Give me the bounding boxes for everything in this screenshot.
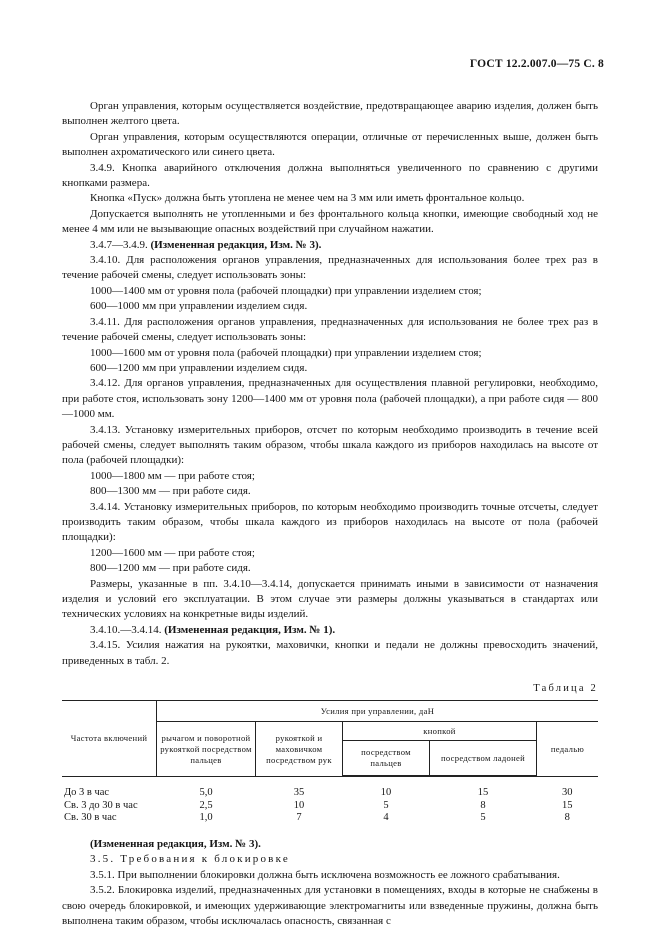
cell: 5,0 [199, 787, 213, 799]
table-caption: Таблица 2 [533, 683, 598, 695]
paragraph: 3.5.2. Блокировка изделий, предназначенных для установки в помещениях, входы в которые не снабжены в свою очередь блокировкой, и имеющих удерживающие электромагниты или взведенные пружины, должна быть выполнена таким образом, чтобы исключалась опасность, связанная с [62, 884, 598, 927]
paragraph: 3.4.12. Для органов управления, предназначенных для осуществления плавной регулировки, необходимо, при работе стоя, использовать зону 1200—1400 мм от уровня пола (рабочей площадки), а при работе сидя — 800—1000 мм. [62, 377, 598, 421]
section-heading: 3.5. Требования к блокировке [90, 853, 290, 866]
cell: 8 [564, 812, 570, 824]
document-body [62, 99, 598, 929]
header-fingers: посредством пальцев [343, 741, 430, 776]
paragraph: 800—1300 мм — при работе сидя. [90, 485, 251, 498]
cell: 5 [480, 812, 486, 824]
paragraph: 1000—1600 мм от уровня пола (рабочей площадки) при управлении изделием стоя; [90, 346, 482, 359]
header-effort: Усилия при управлении, даН [157, 701, 599, 722]
header-frequency: Частота включений [62, 701, 157, 776]
paragraph: 1000—1400 мм от уровня пола (рабочей площадки) при управлении изделием стоя; [90, 284, 482, 297]
paragraph: 800—1200 мм — при работе сидя. [90, 562, 251, 575]
paragraph: 600—1200 мм при управлении изделием сидя. [90, 361, 308, 374]
cell: 7 [296, 812, 302, 824]
cell: 8 [480, 799, 486, 811]
cell: 10 [293, 799, 305, 811]
paragraph: Кнопка «Пуск» должна быть утоплена не менее чем на 3 мм или иметь фронтальное кольцо. [90, 192, 525, 205]
paragraph: 1200—1600 мм — при работе стоя; [90, 546, 255, 559]
cell: 15 [477, 787, 489, 799]
paragraph: Орган управления, которым осуществляется воздействие, предотвращающее аварию изделия, должен быть выполнен желтого цвета. [62, 100, 598, 128]
cell: 15 [562, 799, 573, 811]
paragraph: 3.4.11. Для расположения органов управления, предназначенных для использования не более трех раз в течение рабочей смены, следует использовать зоны: [62, 315, 598, 344]
paragraph: 3.4.14. Установку измерительных приборов, по которым необходимо производить точные отсчеты, следует производить таким образом, чтобы шкала каждого из приборов находилась на высоте от пола (рабочей площадки): [62, 500, 598, 544]
paragraph: 3.4.15. Усилия нажатия на рукоятки, маховички, кнопки и педали не должны превосходить значений, приведенных в табл. 2. [62, 639, 598, 667]
amendment-note: 3.4.10.—3.4.14. (Измененная редакция, Изм. № 1). [90, 623, 336, 636]
cell: 10 [380, 787, 392, 799]
table-row [62, 812, 598, 825]
cell: 35 [293, 787, 305, 799]
cell: 30 [562, 787, 573, 799]
paragraph: Допускается выполнять не утопленными и без фронтального кольца кнопки, имеющие свободный ход не менее 4 мм или не вызывающие опасных воздействий при случайном нажатии. [62, 207, 598, 236]
table-row [62, 800, 598, 813]
row-label: Св. 3 до 30 в час [64, 799, 138, 811]
paragraph: 3.5.1. При выполнении блокировки должна быть исключена возможность ее ложного срабатывания. [90, 868, 560, 881]
paragraph: 3.4.10. Для расположения органов управления, предназначенных для использования более трех раз в течение рабочей смены, следует использовать зоны: [62, 254, 598, 282]
cell: 5 [383, 799, 389, 811]
header-pedal: педалью [537, 722, 599, 776]
paragraph: 3.4.9. Кнопка аварийного отключения должна выполняться увеличенного по сравнению с другими кнопками размера. [62, 161, 598, 190]
paragraph: 3.4.13. Установку измерительных приборов, отсчет по которым необходимо производить в течение всей рабочей смены, следует выполнять таким образом, чтобы шкала каждого из приборов находилась на высоте от пола (рабочей площадки): [62, 423, 598, 467]
effort-table [62, 700, 598, 825]
cell: 2,5 [199, 799, 213, 811]
amendment-note: 3.4.7—3.4.9. (Измененная редакция, Изм. № 3). [90, 238, 322, 251]
header-palm: посредством ладоней [430, 741, 537, 776]
paragraph: Орган управления, которым осуществляются операции, отличные от перечисленных выше, должен быть выполнен ахроматического или синего цвета. [62, 130, 598, 159]
paragraph: 1000—1800 мм — при работе стоя; [90, 469, 255, 482]
table-row [62, 777, 598, 800]
paragraph: Размеры, указанные в пп. 3.4.10—3.4.14, допускается принимать иными в зависимости от назначения изделия и условий его эксплуатации. В этом случае эти размеры должны указываться в стандартах или технических условиях на конкретные виды изделий. [62, 577, 598, 621]
page-header: ГОСТ 12.2.007.0—75 С. 8 [469, 58, 604, 70]
cell: 1,0 [199, 812, 213, 824]
header-button: кнопкой [343, 722, 537, 741]
row-label: До 3 в час [64, 787, 110, 799]
row-label: Св. 30 в час [64, 812, 117, 824]
paragraph: 600—1000 мм при управлении изделием сидя. [90, 300, 308, 313]
cell: 4 [383, 812, 389, 824]
header-handle: рукояткой и маховичком посредством рук [256, 722, 343, 776]
header-lever: рычагом и поворотной рукояткой посредством пальцев [157, 722, 256, 776]
amendment-note: (Измененная редакция, Изм. № 3). [90, 837, 261, 850]
